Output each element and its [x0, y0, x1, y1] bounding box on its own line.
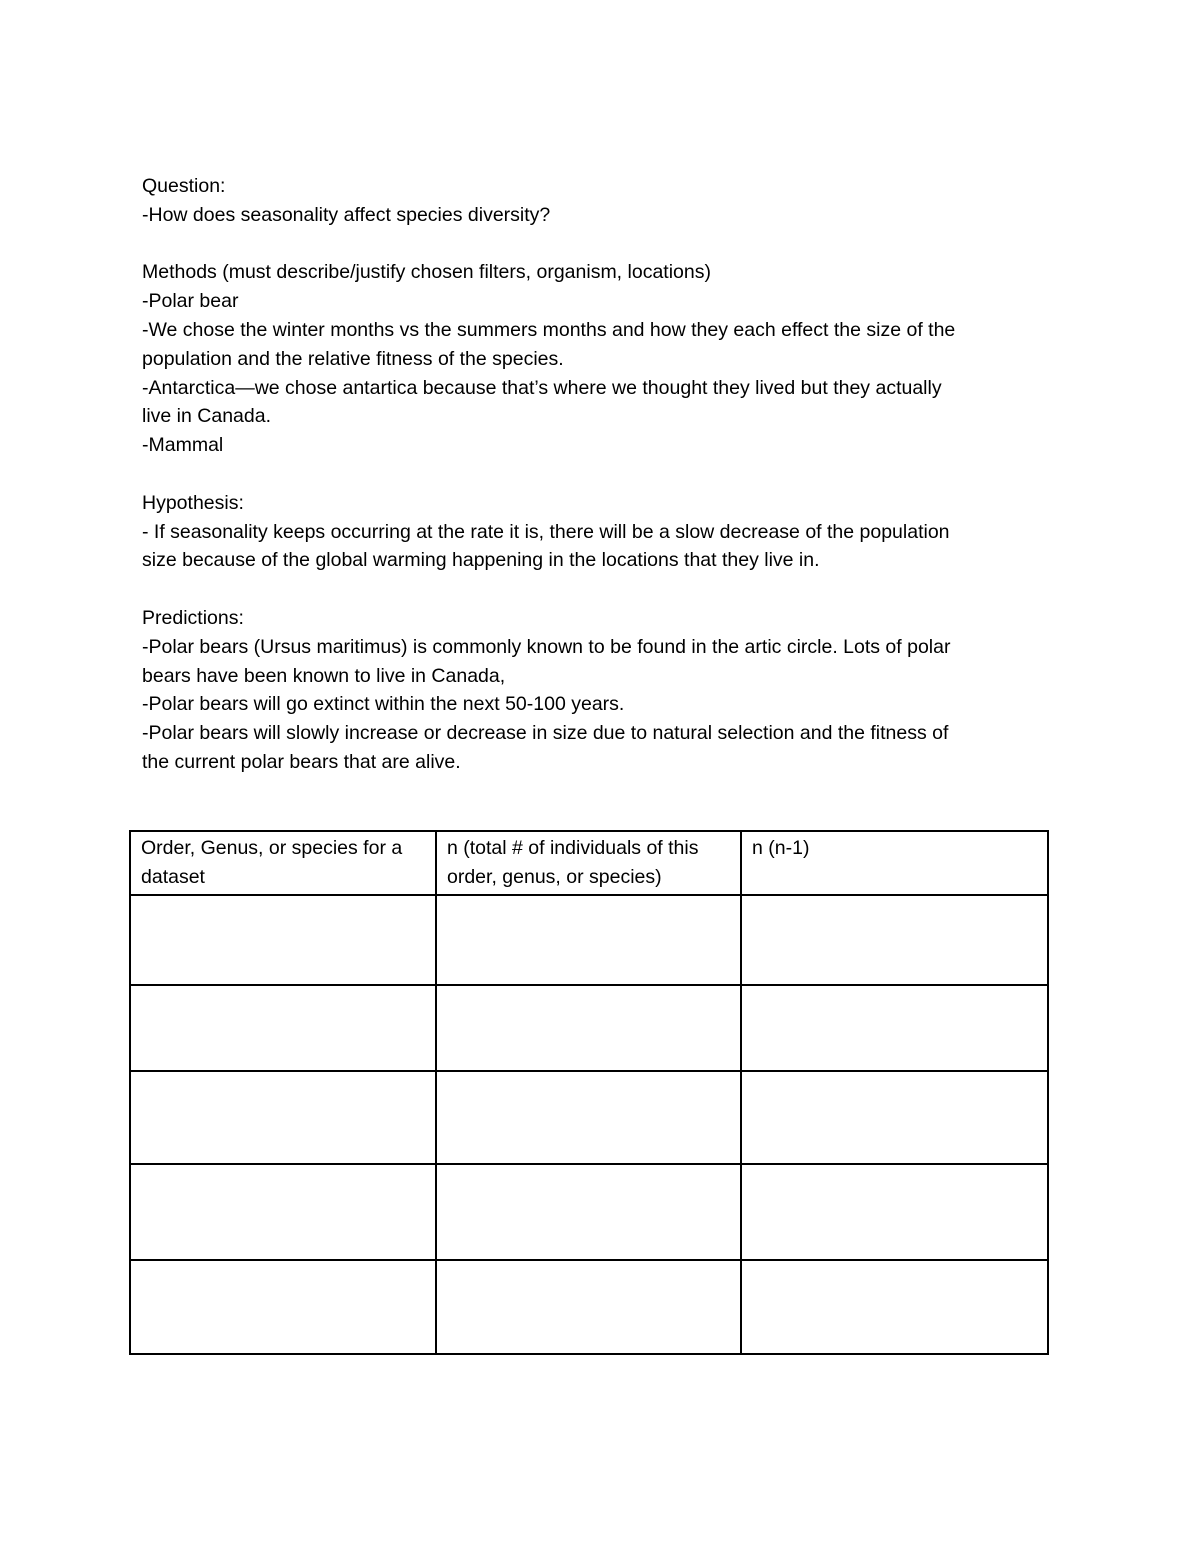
methods-line: live in Canada. [142, 405, 271, 428]
table-cell[interactable] [741, 1164, 1048, 1260]
methods-line: -Mammal [142, 434, 224, 457]
methods-line: -We chose the winter months vs the summers months and how they each effect the size of the [142, 318, 956, 341]
question-heading: Question: [142, 175, 226, 197]
predictions-heading: Predictions: [142, 606, 244, 629]
table-row [130, 1164, 1048, 1260]
table-header-cell: Order, Genus, or species for a dataset [130, 831, 436, 895]
methods-line: population and the relative fitness of the species. [142, 347, 564, 370]
hypothesis-line: - If seasonality keeps occurring at the rate it is, there will be a slow decrease of the population [142, 520, 950, 543]
table-cell[interactable] [130, 985, 436, 1071]
spacer [142, 460, 1062, 489]
table-cell[interactable] [130, 1260, 436, 1354]
table-cell[interactable] [741, 1260, 1048, 1354]
question-text: -How does seasonality affect species diversity? [142, 203, 551, 226]
predictions-line: -Polar bears (Ursus maritimus) is commonly known to be found in the artic circle. Lots of polar [142, 635, 951, 658]
table-cell[interactable] [130, 1071, 436, 1164]
table-cell[interactable] [436, 985, 741, 1071]
table-header-row [130, 831, 1048, 895]
predictions-line: the current polar bears that are alive. [142, 750, 461, 773]
predictions-line: -Polar bears will slowly increase or decrease in size due to natural selection and the fitness of [142, 722, 949, 745]
document-body [142, 172, 1062, 777]
spacer [142, 230, 1062, 259]
table-cell[interactable] [130, 895, 436, 985]
methods-line: -Polar bear [142, 290, 239, 313]
table-cell[interactable] [130, 1164, 436, 1260]
table-row [130, 1260, 1048, 1354]
methods-line: -Antarctica—we chose antartica because that’s where we thought they lived but they actually [142, 376, 942, 399]
hypothesis-heading: Hypothesis: [142, 491, 244, 514]
predictions-line: -Polar bears will go extinct within the next 50-100 years. [142, 693, 625, 716]
diversity-table [129, 830, 1049, 1355]
table-row [130, 895, 1048, 985]
hypothesis-line: size because of the global warming happening in the locations that they live in. [142, 549, 820, 572]
methods-heading: Methods (must describe/justify chosen filters, organism, locations) [142, 261, 711, 284]
spacer [142, 575, 1062, 604]
predictions-line: bears have been known to live in Canada, [142, 664, 506, 687]
table-cell[interactable] [436, 895, 741, 985]
table-row [130, 1071, 1048, 1164]
table-cell[interactable] [436, 1164, 741, 1260]
table-cell[interactable] [741, 895, 1048, 985]
table-cell[interactable] [436, 1071, 741, 1164]
table-cell[interactable] [741, 1071, 1048, 1164]
table-header-cell: n (total # of individuals of this order, genus, or species) [436, 831, 741, 895]
table-cell[interactable] [436, 1260, 741, 1354]
table-cell[interactable] [741, 985, 1048, 1071]
table-row [130, 985, 1048, 1071]
table-header-cell: n (n-1) [741, 831, 1048, 895]
